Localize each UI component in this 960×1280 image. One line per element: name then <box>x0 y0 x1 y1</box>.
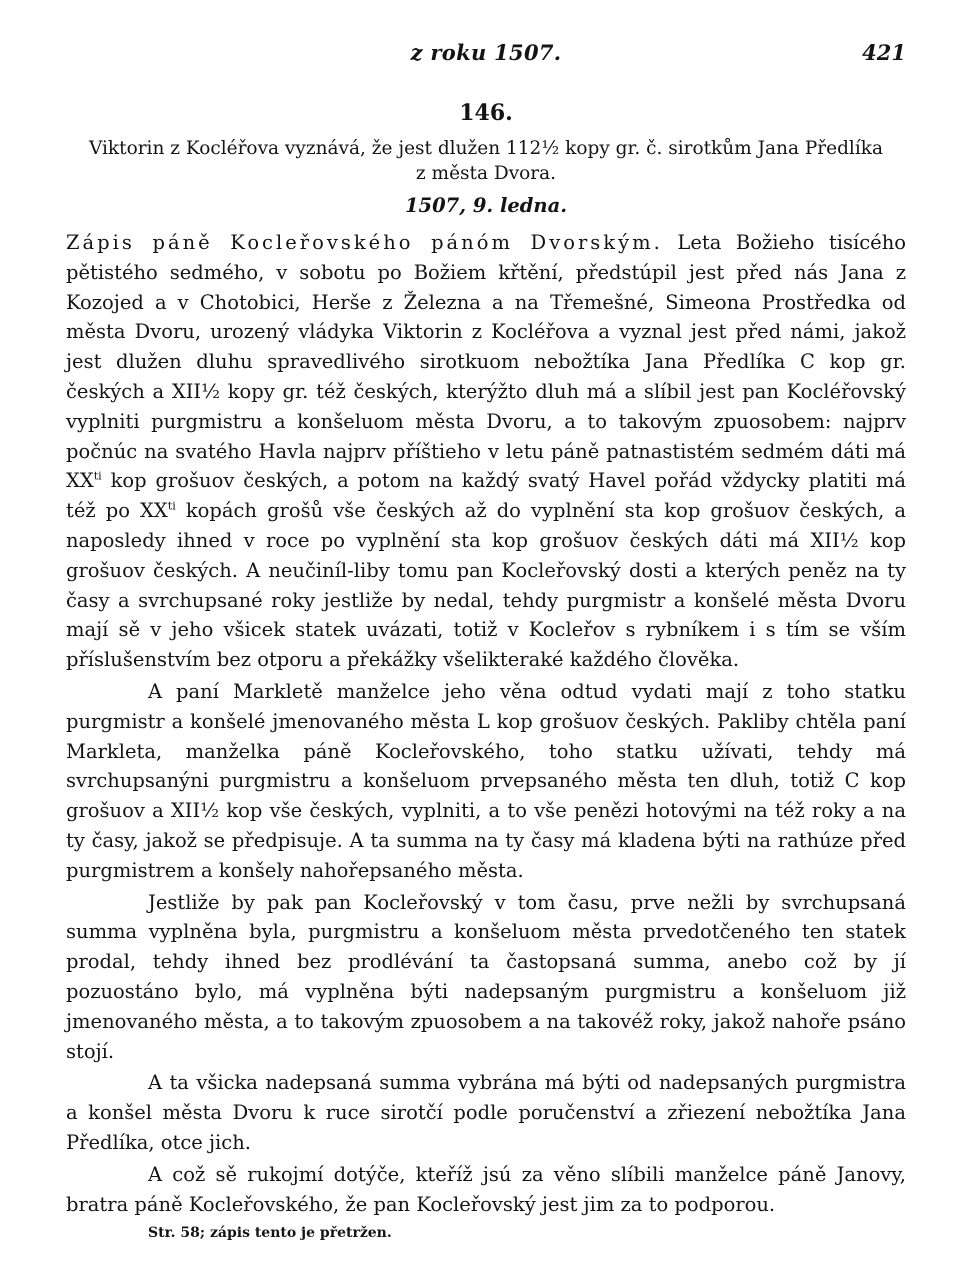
regest-text-2: z města Dvora. <box>415 163 557 184</box>
superscript-2: ti <box>167 499 176 513</box>
paragraph-1-text-4: kopách grošů vše českých až do vyplnění sta kop grošuov českých, a naposledy ihned v roce po vyplnění sta kop grošuov českých dáti má XII <box>66 499 906 552</box>
regest-text-1: Viktorin z Kocléřova vyznává, že jest dlužen 112 <box>88 138 542 159</box>
document-date: 1507, 9. ledna. <box>404 194 568 217</box>
paragraph-2-text-1: A paní Markletě manželce jeho věna odtud vydati mají z toho statku purgmistr a konšelé jmenovaného města L kop grošuov českých. Pakliby chtěla paní Markleta, manželka páně Kocleřovského, toho statku užívati, tehdy má svrchupsanýni purgmistru a konšeluom prvepsaného města ten dluh, totiž C kop grošuov a XII <box>66 679 906 823</box>
paragraph-1 <box>66 228 906 675</box>
paragraph-2-text-2: kop vše českých, vyplniti, a to vše penězi hotovými na též roky a na ty časy, jakož se předpisuje. A ta summa na ty časy má kladena býti na rathúze před purgmistrem a konšely nahořepsaného města. <box>66 799 906 882</box>
fraction-1: ½ <box>201 379 221 403</box>
document-regest <box>66 136 906 186</box>
running-title: z roku 1507. <box>410 40 562 65</box>
superscript-1: ti <box>93 469 102 483</box>
page-number: 421 <box>862 40 906 65</box>
paragraph-1-text-1: Leta Božieho tisícého pětistého sedmého, v sobotu po Božiem křtění, předstúpil jest před nás Jana z Kozojed a v Chotobici, Herše z Železna a na Třemešné, Simeona Prostředka od města Dvoru, urozený vládyka Viktorin z Kocléřova a vyznal jest před námi, jakož jest dlužen dluhu spravedlivého sirotkuom nebožtíka Jana Předlíka C kop gr. českých a XII <box>66 231 907 403</box>
paragraph-4: A ta všicka nadepsaná summa vybrána má býti od nadepsaných purgmistra a konšel města Dvoru k ruce sirotčí podle poručenství a zřiezení nebožtíka Jana Předlíka, otce jich. <box>66 1071 906 1154</box>
fraction-2: ½ <box>839 528 859 552</box>
paragraph-2 <box>66 677 906 886</box>
footnote: Str. 58; zápis tento je přetržen. <box>148 1225 392 1242</box>
entry-title: Zápis páně Kocleřovského pánóm Dvorským. <box>66 231 663 254</box>
fraction-3: ½ <box>200 799 220 823</box>
paragraph-5: A což sě rukojmí dotýče, kteříž jsú za věno slíbili manželce páně Janovy, bratra páně Kocleřovského, že pan Kocleřovský jest jim za to podporou. <box>66 1162 906 1216</box>
regest-fraction: ½ <box>541 138 560 159</box>
paragraph-1-text-5: kop grošuov českých. A neučiníl-liby tomu pan Kocleřovský dosti a kterých peněz na ty časy a svrchupsané roky jestliže by nedal, tehdy purgmistr a konšelé města Dvoru mají sě v jeho všicek statek uvázati, totiž v Kocleřov s rybníkem i s tím se vším příslušenstvím bez otporu a překážky všelikteraké každého člověka. <box>66 528 906 672</box>
regest-text-1-rest: kopy gr. č. sirotkům Jana Předlíka <box>559 138 884 159</box>
document-number: 146. <box>459 100 513 126</box>
running-head <box>66 30 906 82</box>
document-body <box>66 228 906 1219</box>
book-page <box>66 30 906 1250</box>
paragraph-1-text-2: kopy gr. též českých, kterýžto dluh má a slíbil jest pan Kocléřovský vyplniti purgmistru a konšeluom města Dvoru, a to takovým zpuosobem: najprv počnúc na svatého Havla najprv příštieho v letu páně patnastistém sedmém dáti má XX <box>66 379 906 493</box>
paragraph-1-text-3: kop grošuov českých, a potom na každý svatý Havel pořád vždycky platiti má též po XX <box>66 469 906 523</box>
paragraph-3: Jestliže by pak pan Kocleřovský v tom času, prve nežli by svrchupsaná summa vyplněna byla, purgmistru a konšeluom města prvedotčeného ten statek prodal, tehdy ihned bez prodlévání ta častopsaná summa, anebo což by jí pozuostáno bylo, má vyplněna býti nadepsaným purgmistru a konšeluom již jmenovaného města, a to takovým zpuosobem a na takovéž roky, jakož nahoře psáno stojí. <box>66 890 906 1063</box>
